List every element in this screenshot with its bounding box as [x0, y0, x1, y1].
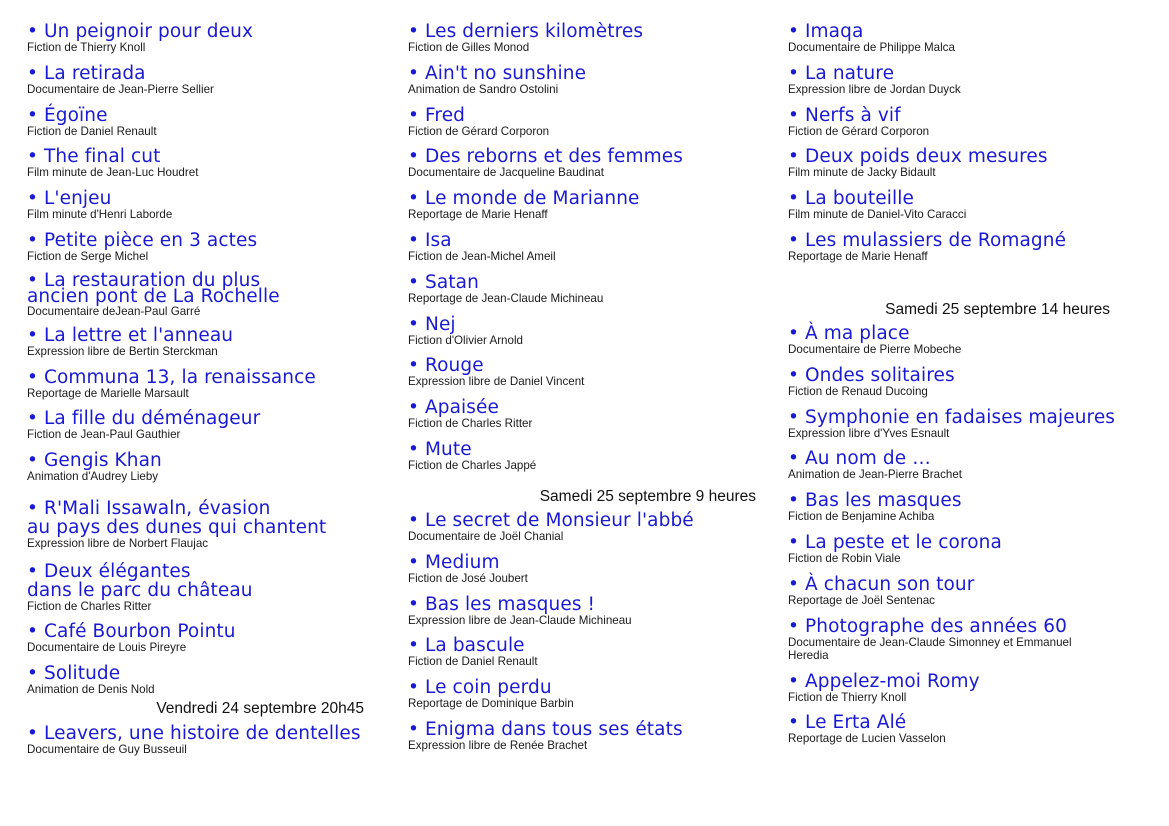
film-credit: Fiction de Daniel Renault: [408, 655, 538, 669]
film-title: • L'enjeu: [27, 189, 387, 208]
film-entry: [408, 720, 778, 762]
film-title: • Les derniers kilomètres: [408, 22, 778, 41]
film-credit: Expression libre de Daniel Vincent: [408, 375, 585, 389]
film-credit: Documentaire de Pierre Mobeche: [788, 342, 962, 356]
film-entry: [408, 356, 778, 398]
session-header: Samedi 25 septembre 14 heures: [885, 300, 1110, 318]
film-title: • Symphonie en fadaises majeures: [788, 408, 1158, 427]
film-entry: [788, 64, 1158, 106]
film-credit: Fiction de Gilles Monod: [408, 41, 530, 54]
film-credit: Fiction de Daniel Renault: [27, 124, 157, 138]
film-title: • Café Bourbon Pointu: [27, 622, 387, 641]
film-title: • Enigma dans tous ses états: [408, 720, 778, 739]
film-entry: [788, 533, 1158, 575]
film-credit: Film minute d'Henri Laborde: [27, 208, 173, 222]
film-credit: Fiction de Jean-Paul Gauthier: [27, 428, 181, 442]
film-entry: [408, 440, 778, 470]
film-credit: Documentaire de Guy Busseuil: [27, 742, 187, 756]
film-entry: [27, 451, 387, 499]
film-title: • Deux élégantes dans le parc du château: [27, 562, 387, 600]
film-credit: Documentaire de Philippe Malca: [788, 41, 955, 54]
film-entry: [27, 724, 387, 766]
film-title: • Égoïne: [27, 106, 387, 125]
film-title: • Satan: [408, 273, 778, 292]
film-title: • R'Mali Issawaln, évasion au pays des dunes qui chantent: [27, 499, 387, 537]
film-credit: Expression libre d'Yves Esnault: [788, 426, 950, 440]
film-credit: Fiction de Serge Michel: [27, 249, 149, 263]
film-title: • La bouteille: [788, 189, 1158, 208]
film-title: • Deux poids deux mesures: [788, 147, 1158, 166]
film-entry: [408, 315, 778, 357]
film-entry: [27, 368, 387, 410]
film-credit: Fiction de Thierry Knoll: [788, 690, 907, 704]
film-credit: Fiction de Charles Jappé: [408, 458, 537, 472]
film-title: • Le secret de Monsieur l'abbé: [408, 511, 778, 530]
film-entry: [27, 22, 387, 64]
film-credit: Documentaire de Louis Pireyre: [27, 641, 187, 655]
film-entry: [788, 617, 1158, 672]
film-title: • Au nom de …: [788, 449, 1158, 468]
film-entry: [27, 622, 387, 664]
film-entry: [788, 713, 1158, 755]
film-title: • La fille du déménageur: [27, 409, 387, 428]
film-entry: [27, 64, 387, 106]
film-entry: [788, 189, 1158, 231]
film-entry: [788, 324, 1158, 366]
film-credit: Fiction de Benjamine Achiba: [788, 510, 935, 524]
film-title: • Apaisée: [408, 398, 778, 417]
film-entry: [788, 147, 1158, 189]
film-credit: Documentaire de Jacqueline Baudinat: [408, 166, 604, 180]
film-entry: [27, 269, 387, 326]
film-title: • Ain't no sunshine: [408, 64, 778, 83]
film-entry: [408, 189, 778, 231]
film-title: • Un peignoir pour deux: [27, 22, 387, 41]
film-title: • La lettre et l'anneau: [27, 326, 387, 345]
film-entry: [408, 106, 778, 148]
film-title: • Imaqa: [788, 22, 1158, 41]
film-entry: [788, 672, 1158, 714]
film-entry: [788, 22, 1158, 64]
film-credit: Reportage de Marie Henaff: [408, 208, 548, 222]
film-entry: [788, 106, 1158, 148]
film-credit: Fiction de Gérard Corporon: [788, 124, 930, 138]
film-title: • Ondes solitaires: [788, 366, 1158, 385]
film-title: • Petite pièce en 3 actes: [27, 231, 387, 250]
film-title: • Medium: [408, 553, 778, 572]
film-credit: Reportage de Marie Henaff: [788, 249, 928, 263]
film-credit: Fiction d'Olivier Arnold: [408, 333, 523, 347]
film-credit: Reportage de Joël Sentenac: [788, 593, 935, 607]
film-title: • Bas les masques: [788, 491, 1158, 510]
session-header: Vendredi 24 septembre 20h45: [156, 699, 364, 717]
film-title: • Photographe des années 60: [788, 617, 1158, 636]
film-title: • Bas les masques !: [408, 595, 778, 614]
film-title: • Le coin perdu: [408, 678, 778, 697]
film-credit: Fiction de Charles Ritter: [408, 417, 533, 431]
film-title: • Les mulassiers de Romagné: [788, 231, 1158, 250]
film-title: • Isa: [408, 231, 778, 250]
film-title: • À chacun son tour: [788, 575, 1158, 594]
film-entry: [27, 499, 387, 562]
film-title: • La nature: [788, 64, 1158, 83]
film-entry: [27, 326, 387, 368]
film-entry: [788, 231, 1158, 263]
film-entry: [788, 449, 1158, 491]
film-credit: Fiction de Thierry Knoll: [27, 41, 146, 54]
film-title: • Rouge: [408, 356, 778, 375]
film-credit: Fiction de Gérard Corporon: [408, 124, 550, 138]
film-title: • Mute: [408, 440, 778, 459]
film-credit: Reportage de Lucien Vasselon: [788, 732, 946, 746]
film-credit: Expression libre de Jean-Claude Michineau: [408, 613, 632, 627]
film-credit: Animation de Denis Nold: [27, 682, 155, 696]
film-entry: [27, 231, 387, 273]
film-credit: Expression libre de Bertin Sterckman: [27, 344, 218, 358]
film-entry: [408, 678, 778, 720]
film-credit: Fiction de Renaud Ducoing: [788, 384, 928, 398]
film-entry: [788, 491, 1158, 533]
program-column-3: [788, 22, 1158, 755]
film-entry: [27, 662, 387, 696]
film-entry: [408, 147, 778, 189]
film-entry: [27, 147, 387, 189]
film-credit: Film minute de Jacky Bidault: [788, 166, 936, 180]
film-credit: Documentaire de Jean-Pierre Sellier: [27, 82, 214, 96]
film-credit: Fiction de Robin Viale: [788, 551, 901, 565]
program-column-2: [408, 22, 778, 762]
film-credit: Expression libre de Norbert Flaujac: [27, 537, 209, 551]
film-credit: Expression libre de Renée Brachet: [408, 738, 588, 752]
film-credit: Fiction de Charles Ritter: [27, 600, 152, 614]
film-title: • Gengis Khan: [27, 451, 387, 470]
film-title: • La bascule: [408, 636, 778, 655]
film-title: • Solitude: [27, 664, 387, 683]
film-entry: [408, 398, 778, 440]
film-title: • Nerfs à vif: [788, 106, 1158, 125]
film-credit: Film minute de Jean-Luc Houdret: [27, 166, 199, 180]
film-entry: [788, 366, 1158, 408]
film-title: • Fred: [408, 106, 778, 125]
film-title: • La retirada: [27, 64, 387, 83]
film-entry: [788, 575, 1158, 617]
film-title: • Communa 13, la renaissance: [27, 368, 387, 387]
film-credit: Fiction de José Joubert: [408, 571, 528, 585]
film-entry: [408, 511, 778, 553]
film-credit: Reportage de Jean-Claude Michineau: [408, 291, 604, 305]
film-entry: [27, 106, 387, 148]
film-title: • Le Erta Alé: [788, 713, 1158, 732]
film-title: • The final cut: [27, 147, 387, 166]
film-credit: Reportage de Dominique Barbin: [408, 697, 574, 711]
film-title: • À ma place: [788, 324, 1158, 343]
film-credit: Documentaire de Joël Chanial: [408, 529, 564, 543]
film-credit: Animation d'Audrey Lieby: [27, 470, 159, 484]
film-entry: [408, 231, 778, 273]
film-credit: Documentaire de Jean-Claude Simonney et Emmanuel Heredia: [788, 635, 1072, 662]
film-entry: [408, 595, 778, 637]
film-entry: [27, 562, 387, 622]
film-credit: Documentaire deJean-Paul Garré: [27, 304, 201, 318]
film-entry: [408, 273, 778, 315]
film-credit: Animation de Sandro Ostolini: [408, 82, 559, 96]
film-entry: [408, 636, 778, 678]
film-credit: Animation de Jean-Pierre Brachet: [788, 468, 962, 482]
film-entry: [27, 409, 387, 451]
film-credit: Expression libre de Jordan Duyck: [788, 82, 961, 96]
film-entry: [27, 189, 387, 231]
film-title: • Le monde de Marianne: [408, 189, 778, 208]
film-entry: [408, 64, 778, 106]
film-title: • La peste et le corona: [788, 533, 1158, 552]
film-title: • Nej: [408, 315, 778, 334]
program-column-1: [27, 22, 387, 766]
film-title: • La restauration du plus ancien pont de La Rochelle: [27, 273, 387, 305]
film-credit: Fiction de Jean-Michel Ameil: [408, 249, 556, 263]
session-header: Samedi 25 septembre 9 heures: [539, 487, 756, 505]
film-title: • Leavers, une histoire de dentelles: [27, 724, 387, 743]
film-entry: [408, 22, 778, 64]
film-credit: Film minute de Daniel-Vito Caracci: [788, 208, 967, 222]
film-entry: [408, 553, 778, 595]
film-entry: [788, 408, 1158, 450]
film-title: • Appelez-moi Romy: [788, 672, 1158, 691]
film-title: • Des reborns et des femmes: [408, 147, 778, 166]
film-credit: Reportage de Marielle Marsault: [27, 386, 189, 400]
